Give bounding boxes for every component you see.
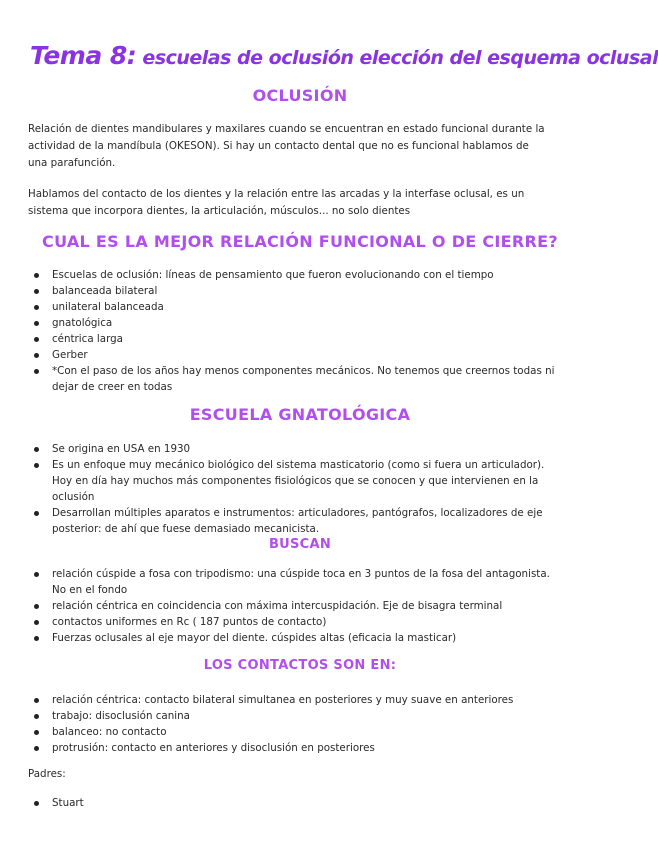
- list-item-text: Se origina en USA en 1930: [52, 443, 191, 455]
- list-item-text: *Con el paso de los años hay menos componentes mecánicos. No tenemos que creernos todas ni dejar de creer en todas: [52, 365, 555, 393]
- list-item-text: balanceada bilateral: [52, 285, 158, 297]
- list-item-text: contactos uniformes en Rc ( 187 puntos de contacto): [52, 616, 327, 628]
- list-item: [0, 267, 600, 283]
- heading-escuela-gnatologica: ESCUELA GNATOLÓGICA: [189, 405, 411, 424]
- list-item: [0, 299, 600, 315]
- bullet-icon: [34, 620, 39, 625]
- paragraph-oclusion-definition: Relación de dientes mandibulares y maxilares cuando se encuentran en estado funcional durante la actividad de la mandíbula (OKESON). Si hay un contacto dental que no es funcional hablamos de una parafunción.: [28, 123, 545, 169]
- list-item: [0, 363, 600, 395]
- list-item: [0, 692, 600, 708]
- heading-oclusion: OCLUSIÓN: [252, 86, 348, 105]
- bullet-icon: [34, 321, 39, 326]
- list-item: [0, 795, 600, 811]
- list-item-text: protrusión: contacto en anteriores y disoclusión en posteriores: [52, 742, 375, 754]
- heading-mejor-relacion: CUAL ES LA MEJOR RELACIÓN FUNCIONAL O DE CIERRE?: [42, 232, 558, 251]
- list-item: [0, 331, 600, 347]
- bullet-icon: [34, 289, 39, 294]
- list-item: [0, 566, 600, 598]
- list-item: [0, 441, 600, 457]
- bullet-icon: [34, 730, 39, 735]
- title-subtitle: escuelas de oclusión elección del esquema oclusal: [136, 47, 658, 69]
- page-title: [30, 34, 658, 72]
- list-item: [0, 614, 600, 630]
- bullet-icon: [34, 447, 39, 452]
- list-item: [0, 283, 600, 299]
- list-item-text: trabajo: disoclusión canina: [52, 710, 190, 722]
- bullet-icon: [34, 604, 39, 609]
- list-contactos: [0, 692, 600, 756]
- list-item-text: unilateral balanceada: [52, 301, 164, 313]
- list-item: [0, 598, 600, 614]
- bullet-icon: [34, 273, 39, 278]
- title-main: Tema 8:: [30, 41, 137, 70]
- bullet-icon: [34, 511, 39, 516]
- list-item: [0, 505, 600, 537]
- list-item-text: Desarrollan múltiples aparatos e instrumentos: articuladores, pantógrafos, localizadores de eje posterior: de ahí que fuese demasiado mecanicista.: [52, 507, 543, 535]
- list-item-text: Fuerzas oclusales al eje mayor del diente. cúspides altas (eficacia la masticar): [52, 632, 457, 644]
- list-item: [0, 457, 600, 505]
- list-item-text: relación céntrica en coincidencia con máxima intercuspidación. Eje de bisagra terminal: [52, 600, 503, 612]
- padres-label: Padres:: [28, 768, 66, 780]
- bullet-icon: [34, 746, 39, 751]
- paragraph-oclusion-contact: Hablamos del contacto de los dientes y la relación entre las arcadas y la interfase oclusal, es un sistema que incorpora dientes, la articulación, músculos... no solo dientes: [28, 188, 525, 217]
- list-mejor-relacion: [0, 267, 600, 395]
- list-buscan: [0, 566, 600, 646]
- list-item: [0, 347, 600, 363]
- list-item-text: Es un enfoque muy mecánico biológico del sistema masticatorio (como si fuera un articulador). Hoy en día hay muchos más componentes fisiológicos que se conocen y que intervienen en la oclusión: [52, 459, 545, 503]
- list-item-text: relación cúspide a fosa con tripodismo: una cúspide toca en 3 puntos de la fosa del antagonista. No en el fondo: [52, 568, 550, 596]
- list-item: [0, 740, 600, 756]
- list-gnatologica: [0, 441, 600, 537]
- bullet-icon: [34, 801, 39, 806]
- list-item: [0, 724, 600, 740]
- list-item-text: Gerber: [52, 349, 88, 361]
- list-item-text: Escuelas de oclusión: líneas de pensamiento que fueron evolucionando con el tiempo: [52, 269, 494, 281]
- bullet-icon: [34, 572, 39, 577]
- bullet-icon: [34, 698, 39, 703]
- bullet-icon: [34, 463, 39, 468]
- list-item-text: relación céntrica: contacto bilateral simultanea en posteriores y muy suave en anteriores: [52, 694, 514, 706]
- list-item: [0, 315, 600, 331]
- heading-contactos: LOS CONTACTOS SON EN:: [203, 658, 397, 673]
- bullet-icon: [34, 305, 39, 310]
- list-item-text: gnatológica: [52, 317, 113, 329]
- list-item-text: céntrica larga: [52, 333, 123, 345]
- bullet-icon: [34, 636, 39, 641]
- heading-buscan: BUSCAN: [268, 537, 332, 552]
- list-item-text: balanceo: no contacto: [52, 726, 167, 738]
- list-padres: [0, 795, 600, 811]
- bullet-icon: [34, 369, 39, 374]
- list-item: [0, 708, 600, 724]
- bullet-icon: [34, 714, 39, 719]
- bullet-icon: [34, 353, 39, 358]
- list-item: [0, 630, 600, 646]
- list-item-text: Stuart: [52, 797, 84, 809]
- bullet-icon: [34, 337, 39, 342]
